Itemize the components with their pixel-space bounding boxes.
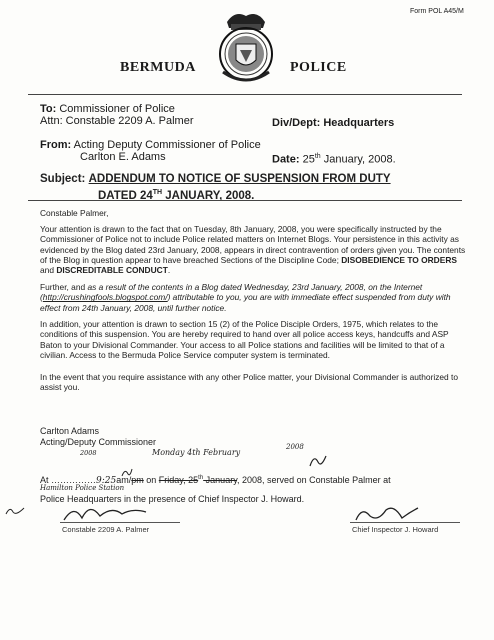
margin-initials-icon	[4, 504, 26, 518]
handwritten-place: Hamilton Police Station	[40, 484, 125, 492]
service-line-2: Police Headquarters in the presence of Chief Inspector J. Howard.	[40, 494, 305, 504]
from-label: From:	[40, 139, 72, 151]
signer-title: Acting/Deputy Commissioner	[40, 437, 157, 447]
salutation: Constable Palmer,	[40, 208, 109, 218]
howard-label: Chief Inspector J. Howard	[352, 525, 439, 534]
div-dept	[272, 117, 394, 129]
subject	[40, 173, 391, 203]
from-value: Acting Deputy Commissioner of Police	[73, 139, 261, 151]
subject-line1: ADDENDUM TO NOTICE OF SUSPENSION FROM DUTY	[88, 173, 391, 185]
palmer-label: Constable 2209 A. Palmer	[62, 525, 150, 534]
date-line	[272, 151, 396, 166]
paragraph-2: Further, and as a result of the contents in a Blog dated Wednesday, 23rd January, 2008, on the Internet (http://crushingfools.blogspot.com/) attributable to you, you are with immediate effect suspended from duty with effect from 24th January, 2008, until further notice.	[40, 282, 451, 313]
from-line	[40, 139, 261, 151]
attn-line: Attn: Constable 2209 A. Palmer	[40, 115, 194, 127]
date-day: 25	[302, 153, 315, 166]
howard-signature-line	[350, 522, 460, 523]
blog-link[interactable]: http://crushingfools.blogspot.com/	[42, 292, 168, 303]
letterhead-police: POLICE	[290, 60, 347, 75]
date-label: Date:	[272, 153, 300, 166]
palmer-signature-line	[60, 522, 180, 523]
service-line-1: At ……………9:25am/pm on Friday, 25th January, 2008, served on Constable Palmer at	[40, 475, 391, 486]
to-line	[40, 103, 175, 115]
subject-label: Subject:	[40, 173, 86, 185]
initials-scribble-icon	[308, 452, 328, 470]
date-sup: th	[314, 153, 321, 160]
paragraph-1: Your attention is drawn to the fact that on Tuesday, 8th January, 2008, you were specifically instructed by the Commissioner of Police not to include Police related matters on Internet Blogs. Your persistence in this activity as evidenced by the Blog dated 23rd January, 2008, appears in direct contravention of orders given you. The contents of the Blog in question appear to have breached Sections of the Discipline Code; DISOBEDIENCE TO ORDERS and DISCREDITABLE CONDUCT.	[40, 224, 466, 276]
bermuda-police-crest-icon	[213, 8, 279, 88]
signer-name: Carlton Adams	[40, 426, 100, 436]
to-label: To:	[40, 103, 57, 115]
letterhead-bermuda: BERMUDA	[120, 60, 196, 75]
subject-line2: DATED 24TH JANUARY, 2008.	[98, 189, 255, 202]
date-rest: January, 2008.	[320, 153, 396, 166]
handwritten-am: 2008	[80, 449, 97, 457]
div-value: Headquarters	[323, 117, 395, 129]
from-name: Carlton E. Adams	[80, 151, 166, 163]
header-rule	[28, 94, 462, 95]
paragraph-3: In addition, your attention is drawn to section 15 (2) of the Police Disciple Orders, 1975, which relates to the conditions of this suspension. You are hereby required to hand over all police access keys, handcuffs and ASP Baton to your Divisional Commander. Your access to all Police stations and facilities will be limited to that of a civilian. Access to the Bermuda Police Service computer system is terminated.	[40, 319, 449, 360]
paragraph-4: In the event that you require assistance with any other Police matter, your Divisional Commander is authorized to assist you.	[40, 372, 459, 393]
handwritten-day: Monday 4th February	[152, 448, 241, 457]
handwritten-year: 2008	[286, 443, 304, 451]
to-value: Commissioner of Police	[59, 103, 175, 115]
subject-rule	[28, 200, 462, 201]
handwritten-time: 9:25	[96, 476, 117, 486]
form-number: Form POL A45/M	[410, 8, 464, 15]
div-label: Div/Dept:	[272, 117, 321, 129]
